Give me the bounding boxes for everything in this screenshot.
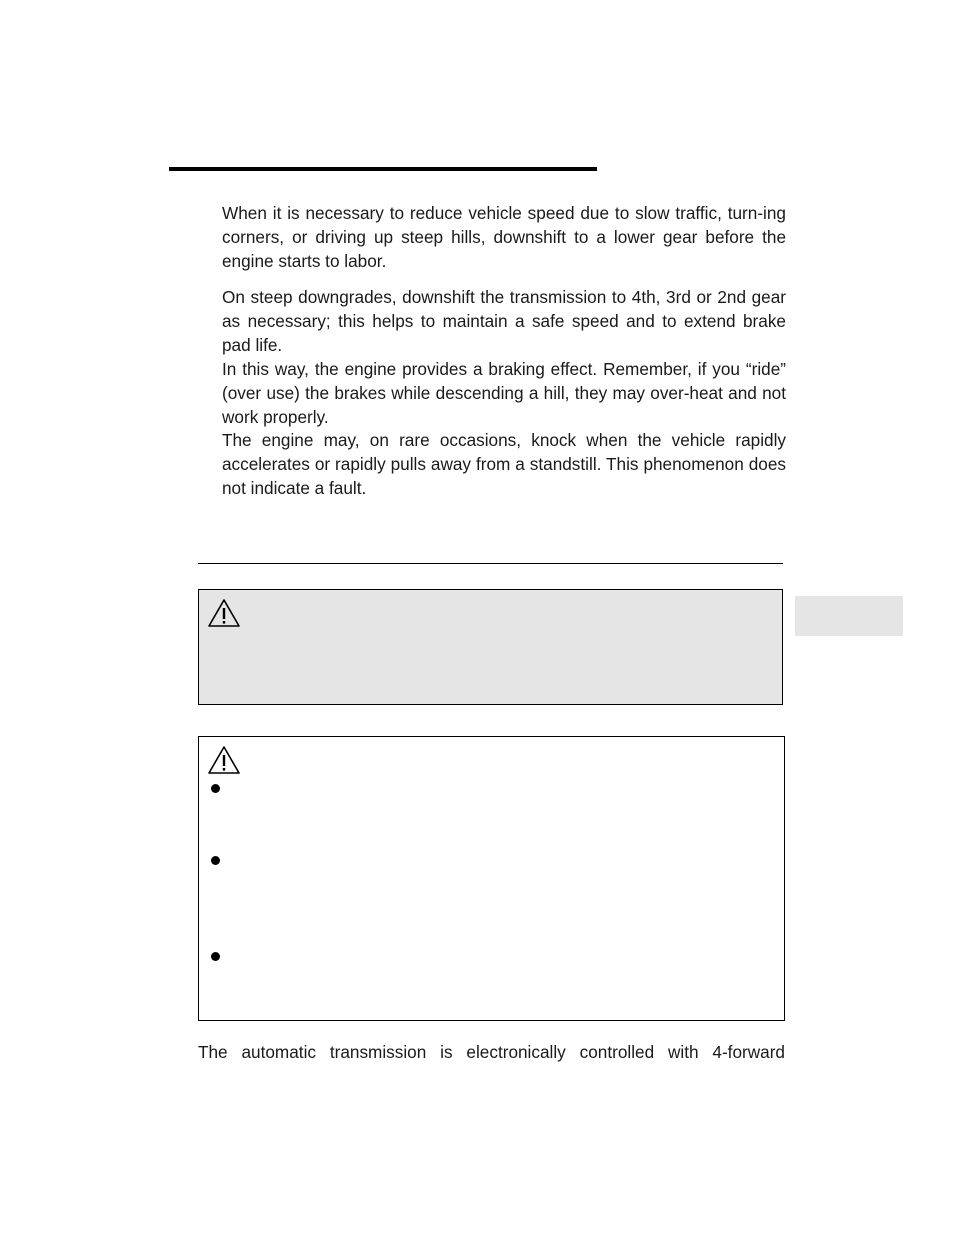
- caution-box: [198, 736, 785, 1021]
- warning-triangle-icon: [207, 598, 241, 628]
- paragraph-downgrades: On steep downgrades, downshift the transmission to 4th, 3rd or 2nd gear as necessary; this helps to maintain a safe speed and to extend brake pad life.: [222, 287, 786, 355]
- warning-triangle-icon: [207, 745, 241, 775]
- chapter-tab: [795, 596, 903, 636]
- section-rule: [169, 167, 597, 171]
- bullet-point: [211, 784, 220, 793]
- paragraph-transmission-intro: The automatic transmission is electronically controlled with 4-forward: [198, 1042, 785, 1062]
- section-divider: [198, 563, 783, 564]
- paragraph-downshift: When it is necessary to reduce vehicle speed due to slow traffic, turn-ing corners, or driving up steep hills, downshift to a lower gear before the engine starts to labor.: [222, 203, 786, 271]
- bullet-point: [211, 856, 220, 865]
- warning-box: [198, 589, 783, 705]
- bullet-point: [211, 952, 220, 961]
- paragraph-engine-knock: The engine may, on rare occasions, knock when the vehicle rapidly accelerates or rapidly pulls away from a standstill. This phenomenon does not indicate a fault.: [222, 430, 786, 498]
- paragraph-braking-effect: In this way, the engine provides a braking effect. Remember, if you “ride” (over use) the brakes while descending a hill, they may over-heat and not work properly.: [222, 359, 786, 427]
